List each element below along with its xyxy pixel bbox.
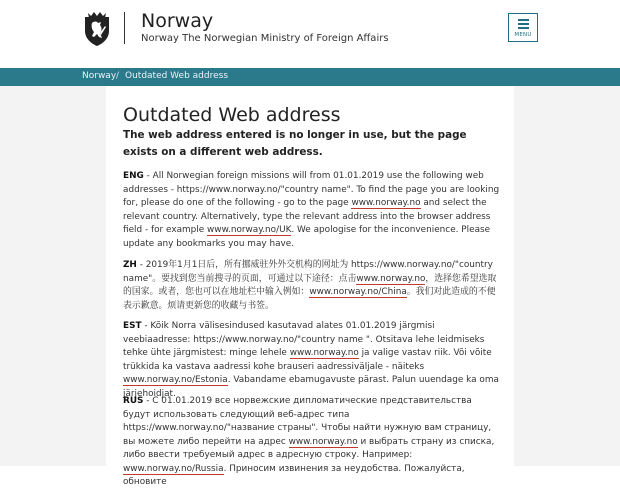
paragraph-text: . Приносим извинения за неудобства. Пожалуйста, обновите	[123, 463, 465, 487]
paragraph-text: - All Norwegian foreign missions will from 01.01.2019 use the following web addresses - https://www.norway.no/"country name". To find the page you are looking for, please do one of the following - go to the page	[123, 171, 500, 208]
link-country-example[interactable]: www.norway.no/China	[309, 287, 407, 297]
paragraph-text: . We apologise for the inconvenience. Please update any bookmarks you may have.	[123, 225, 491, 249]
paragraph-text: 。我们对此造成的不便表示歉意。烦请更新您的收藏与书签。	[123, 287, 496, 311]
lang-code: ENG	[123, 171, 144, 181]
lang-code: ZH	[123, 260, 137, 270]
link-country-example[interactable]: www.norway.no/Russia	[123, 463, 224, 474]
breadcrumb-separator: /	[116, 71, 120, 81]
lead-text: The web address entered is no longer in use, but the page exists on a different web address.	[123, 129, 467, 158]
menu-button[interactable]	[508, 13, 538, 42]
paragraph-eng	[123, 170, 501, 251]
page-title: Outdated Web address	[123, 104, 341, 126]
paragraph-text: . Vabandame ebamugavuste pärast. Palun uuendage ka oma järjehoidjat.	[123, 375, 499, 399]
paragraph-text: ，选择您希望选取的国家。或者，您也可以在地址栏中输入例如：	[123, 273, 497, 297]
paragraph-text: - 2019年1月1日后，所有挪威驻外外交机构的网址为 https://www.norway.no/"country name"。要找到您当前搜寻的页面，可通过以下途径：点击	[123, 260, 493, 284]
paragraph-zh	[123, 259, 501, 313]
lang-code: EST	[123, 321, 142, 331]
norway-coat-of-arms-icon[interactable]	[82, 11, 112, 47]
header-divider	[124, 12, 125, 44]
breadcrumb	[0, 68, 620, 86]
paragraph-text: - Kõik Norra välisesindused kasutavad alates 01.01.2019 järgmisi veebiaadresse: https://www.norway.no/"country name ". Otsitava lehe leidmiseks tehke ühte järgmistest: minge lehele	[123, 321, 485, 358]
site-header	[0, 0, 620, 68]
site-title[interactable]: Norway	[141, 10, 214, 32]
link-norway[interactable]: www.norway.no	[288, 436, 358, 447]
link-country-example[interactable]: www.norway.no/UK	[207, 225, 292, 235]
paragraph-text: и выбрать страну из списка, либо ввести требуемый адрес в адресную строку. Например:	[123, 436, 495, 460]
hamburger-icon	[518, 19, 529, 31]
menu-label: MENU	[514, 32, 532, 38]
paragraph-est	[123, 320, 501, 401]
breadcrumb-current: Outdated Web address	[125, 71, 229, 81]
paragraph-text: ja valige vastav riik. Või võite trükkida ka vastava aadressi kohe brauseri aadressiväljale - näiteks	[123, 348, 492, 372]
link-norway[interactable]: www.norway.no	[289, 348, 359, 358]
lang-code: RUS	[123, 396, 144, 406]
link-norway[interactable]: www.norway.no	[356, 273, 426, 284]
paragraph-text: and select the relevant country. Alternatively, type the relevant address into the browser address field - for example	[123, 198, 491, 235]
paragraph-text: - С 01.01.2019 все норвежские дипломатические представительства будут использовать следующий веб-адрес типа https://www.norway.no/"название страны". Чтобы найти нужную вам страницу, вы можете либо перейти на адрес	[123, 396, 492, 447]
site-subtitle: Norway The Norwegian Ministry of Foreign Affairs	[141, 33, 389, 44]
link-norway[interactable]: www.norway.no	[351, 198, 421, 208]
paragraph-rus	[123, 395, 501, 490]
breadcrumb-home-link[interactable]: Norway	[82, 71, 117, 81]
link-country-example[interactable]: www.norway.no/Estonia	[123, 375, 228, 385]
